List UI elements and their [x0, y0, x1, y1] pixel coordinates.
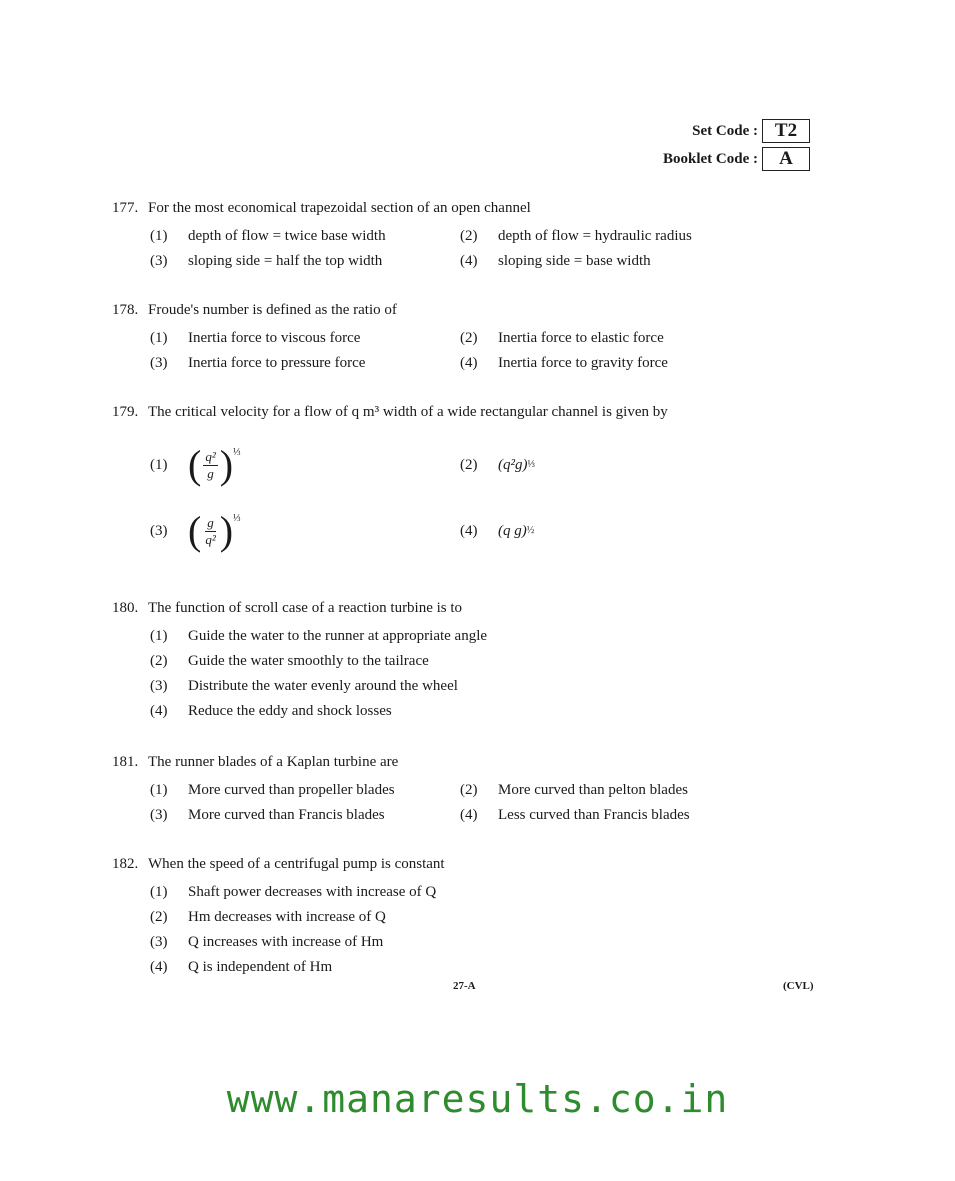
- option-text: Hm decreases with increase of Q: [188, 909, 386, 925]
- option-number: (4): [460, 522, 478, 539]
- question-stem: [112, 300, 812, 320]
- option-text: Distribute the water evenly around the wheel: [188, 678, 458, 694]
- option-number: (2): [460, 330, 478, 346]
- option-row: [150, 674, 812, 699]
- option-2: [460, 330, 770, 347]
- set-code-value: T2: [762, 119, 810, 143]
- paper-code: (CVL): [783, 980, 814, 992]
- option-3: [150, 355, 460, 372]
- question-number: 178.: [112, 302, 139, 318]
- booklet-code-value: A: [762, 147, 810, 171]
- set-code-label: Set Code :: [692, 122, 758, 139]
- option-text: Reduce the eddy and shock losses: [188, 703, 392, 719]
- options: [150, 778, 812, 828]
- question-text: The function of scroll case of a reaction turbine is to: [148, 600, 463, 616]
- option-text: sloping side = half the top width: [188, 253, 383, 269]
- option-number: (2): [460, 228, 478, 244]
- option-text: sloping side = base width: [498, 253, 651, 269]
- booklet-code-row: [663, 145, 810, 173]
- option-number: (1): [150, 330, 168, 346]
- option-text: Q is independent of Hm: [188, 959, 333, 975]
- option-4: [150, 959, 750, 976]
- option-number: (1): [150, 628, 168, 644]
- options: [150, 880, 812, 980]
- options: [150, 326, 812, 376]
- exponent: ½: [526, 524, 535, 536]
- question-number: 180.: [112, 600, 139, 616]
- option-4: [460, 253, 770, 270]
- option-row: [150, 778, 812, 803]
- option-number: (1): [150, 456, 168, 473]
- option-row: [150, 502, 812, 560]
- option-1: [150, 442, 460, 487]
- question-stem: [112, 752, 812, 772]
- option-number: (1): [150, 782, 168, 798]
- option-number: (3): [150, 934, 168, 950]
- option-number: (3): [150, 253, 168, 269]
- question-number: 177.: [112, 200, 139, 216]
- option-number: (4): [150, 959, 168, 975]
- question-180: [112, 598, 812, 724]
- option-row: [150, 436, 812, 494]
- option-2: [150, 653, 750, 670]
- option-3: [150, 678, 750, 695]
- option-text: More curved than propeller blades: [188, 782, 395, 798]
- option-number: (4): [460, 807, 478, 823]
- set-code-row: [663, 117, 810, 145]
- option-number: (3): [150, 355, 168, 371]
- option-text: depth of flow = hydraulic radius: [498, 228, 692, 244]
- question-text: For the most economical trapezoidal section of an open channel: [148, 200, 531, 216]
- formula-base: (q²g): [498, 456, 528, 473]
- denominator: q²: [205, 531, 216, 547]
- options: [150, 436, 812, 560]
- option-row: [150, 905, 812, 930]
- option-number: (4): [150, 703, 168, 719]
- option-2: [460, 782, 770, 799]
- option-4: [150, 703, 750, 720]
- question-number: 181.: [112, 754, 139, 770]
- exponent: ⅓: [527, 458, 535, 470]
- option-text: Inertia force to viscous force: [188, 330, 361, 346]
- option-text: Shaft power decreases with increase of Q: [188, 884, 437, 900]
- website-watermark: www.manaresults.co.in: [226, 1077, 729, 1121]
- question-stem: [112, 402, 812, 422]
- page-number: 27-A: [453, 980, 476, 992]
- formula-base: (q g): [498, 522, 527, 539]
- option-text: More curved than pelton blades: [498, 782, 688, 798]
- option-3: [150, 508, 460, 553]
- question-182: [112, 854, 812, 980]
- option-text: Inertia force to pressure force: [188, 355, 366, 371]
- option-row: [150, 649, 812, 674]
- option-text: Less curved than Francis blades: [498, 807, 690, 823]
- option-row: [150, 326, 812, 351]
- option-text: Inertia force to gravity force: [498, 355, 668, 371]
- option-number: (4): [460, 355, 478, 371]
- option-3: [150, 934, 750, 951]
- option-1: [150, 628, 750, 645]
- question-text: Froude's number is defined as the ratio of: [148, 302, 397, 318]
- option-2: [460, 228, 770, 245]
- question-text: When the speed of a centrifugal pump is constant: [148, 856, 445, 872]
- option-row: [150, 880, 812, 905]
- option-row: [150, 930, 812, 955]
- code-block: [663, 117, 810, 173]
- question-text: The runner blades of a Kaplan turbine are: [148, 754, 399, 770]
- exponent: ⅓: [233, 447, 241, 458]
- option-3: [150, 807, 460, 824]
- question-177: [112, 198, 812, 274]
- option-number: (3): [150, 678, 168, 694]
- option-number: (1): [150, 228, 168, 244]
- option-row: [150, 249, 812, 274]
- question-181: [112, 752, 812, 828]
- formula: ( $\frac{\text{q²}}{g}$ ) ⅓: [188, 442, 241, 487]
- option-1: [150, 330, 460, 347]
- options: [150, 224, 812, 274]
- option-text: Inertia force to elastic force: [498, 330, 664, 346]
- option-number: (2): [150, 909, 168, 925]
- option-row: [150, 955, 812, 980]
- option-2: [150, 909, 750, 926]
- question-179: [112, 402, 812, 560]
- numerator: g: [207, 514, 214, 530]
- option-2: [460, 457, 770, 474]
- option-1: [150, 884, 750, 901]
- question-stem: [112, 854, 812, 874]
- option-4: [460, 807, 770, 824]
- option-text: More curved than Francis blades: [188, 807, 385, 823]
- formula: ( $\frac{g}{\text{q²}}$ ) ⅓: [188, 508, 241, 553]
- exponent: ⅓: [233, 513, 241, 524]
- option-number: (1): [150, 884, 168, 900]
- question-text: The critical velocity for a flow of q m³ width of a wide rectangular channel is given by: [148, 404, 668, 420]
- question-stem: [112, 598, 812, 618]
- option-text: Q increases with increase of Hm: [188, 934, 384, 950]
- option-number: (2): [460, 456, 478, 473]
- question-178: [112, 300, 812, 376]
- denominator: g: [207, 465, 214, 481]
- booklet-code-label: Booklet Code :: [663, 150, 758, 167]
- option-number: (3): [150, 522, 168, 539]
- option-row: [150, 624, 812, 649]
- option-text: Guide the water to the runner at appropriate angle: [188, 628, 488, 644]
- question-stem: [112, 198, 812, 218]
- option-1: [150, 782, 460, 799]
- option-number: (4): [460, 253, 478, 269]
- option-4: [460, 523, 770, 540]
- option-text: Guide the water smoothly to the tailrace: [188, 653, 429, 669]
- numerator: q²: [205, 448, 216, 464]
- option-row: [150, 699, 812, 724]
- question-number: 179.: [112, 404, 139, 420]
- option-number: (2): [460, 782, 478, 798]
- option-number: (3): [150, 807, 168, 823]
- formula: [498, 457, 535, 474]
- formula: [498, 523, 534, 540]
- option-row: [150, 351, 812, 376]
- option-3: [150, 253, 460, 270]
- option-1: [150, 228, 460, 245]
- option-row: [150, 224, 812, 249]
- option-text: depth of flow = twice base width: [188, 228, 386, 244]
- option-4: [460, 355, 770, 372]
- options: [150, 624, 812, 724]
- question-number: 182.: [112, 856, 139, 872]
- option-row: [150, 803, 812, 828]
- option-number: (2): [150, 653, 168, 669]
